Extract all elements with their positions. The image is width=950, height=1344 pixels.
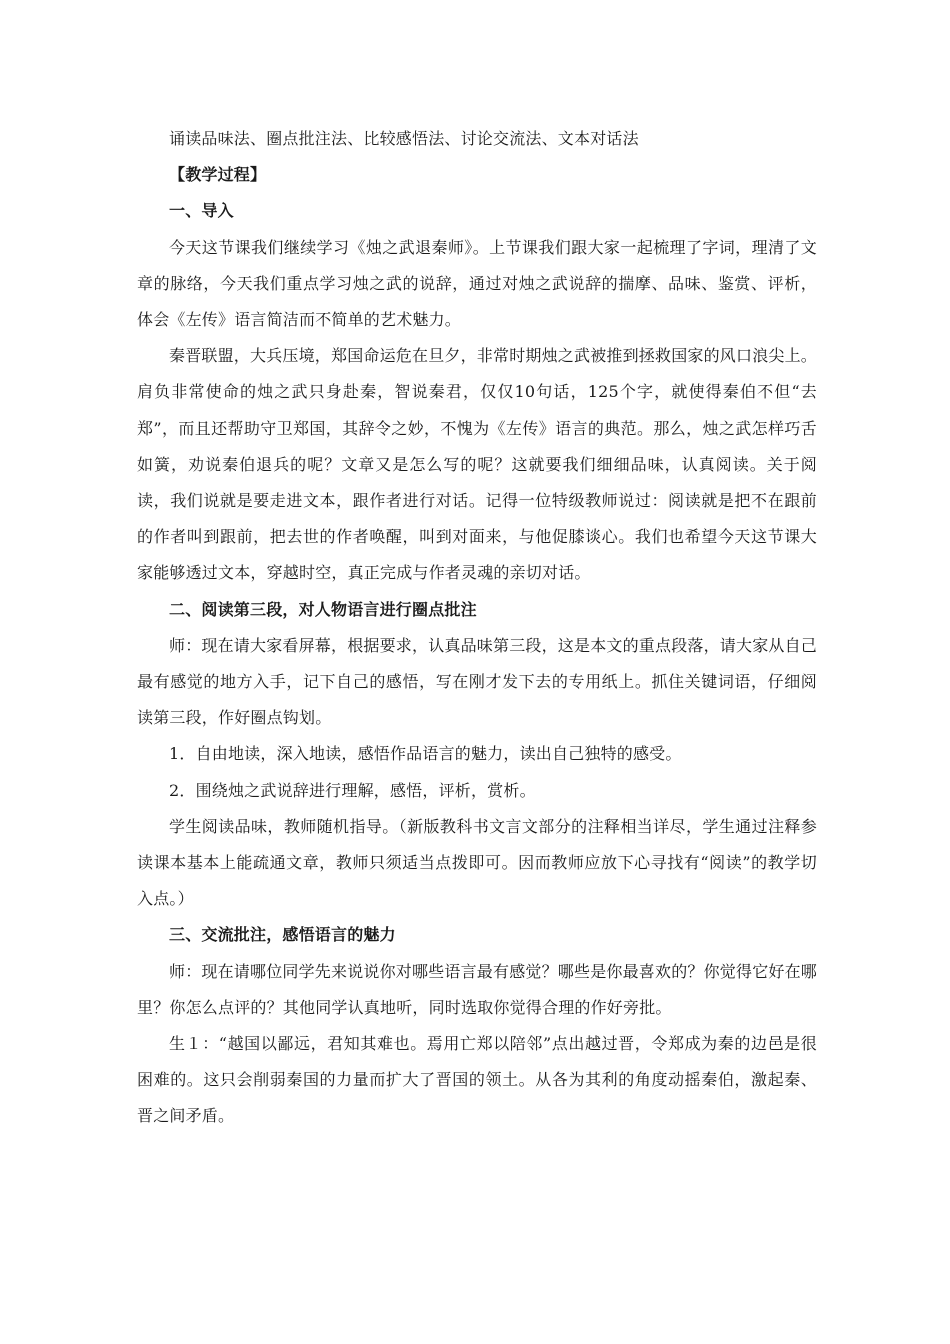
document-page xyxy=(137,121,817,1135)
intro-paragraph-1: 今天这节课我们继续学习《烛之武退秦师》。上节课我们跟大家一起梳理了字词，理清了文章的脉络，今天我们重点学习烛之武的说辞，通过对烛之武说辞的揣摩、品味、鉴赏、评析，体会《左传》语言简洁而不简单的艺术魅力。 xyxy=(137,237,817,330)
section-intro-heading: 一、导入 xyxy=(169,201,234,221)
reading-paragraph-2: 学生阅读品味，教师随机指导。（新版教科书文言文部分的注释相当详尽，学生通过注释参读课本基本上能疏通文章，教师只须适当点拨即可。因而教师应放下心寻找有“阅读”的教学切入点。） xyxy=(137,816,817,909)
section-reading-heading: 二、阅读第三段，对人物语言进行圈点批注 xyxy=(169,599,477,619)
reading-list-item-1: 1．自由地读，深入地读，感悟作品语言的魅力，读出自己独特的感受。 xyxy=(169,744,682,764)
intro-paragraph-2: 秦晋联盟，大兵压境，郑国命运危在旦夕，非常时期烛之武被推到拯救国家的风口浪尖上。肩负非常使命的烛之武只身赴秦，智说秦君，仅仅10句话，125个字，就使得秦伯不但“去郑”，而且还帮助守卫郑国，其辞令之妙，不愧为《左传》语言的典范。那么，烛之武怎样巧舌如簧，劝说秦伯退兵的呢？文章又是怎么写的呢？这就要我们细细品味，认真阅读。关于阅读，我们说就是要走进文本，跟作者进行对话。记得一位特级教师说过：阅读就是把不在跟前的作者叫到跟前，把去世的作者唤醒，叫到对面来，与他促膝谈心。我们也希望今天这节课大家能够透过文本，穿越时空，真正完成与作者灵魂的亲切对话。 xyxy=(137,346,818,583)
reading-list-item-2: 2．围绕烛之武说辞进行理解，感悟，评析，赏析。 xyxy=(169,780,536,800)
reading-paragraph-1: 师：现在请大家看屏幕，根据要求，认真品味第三段，这是本文的重点段落，请大家从自己最有感觉的地方入手，记下自己的感悟，写在刚才发下去的专用纸上。抓住关键词语，仔细阅读第三段，作好圈点钩划。 xyxy=(137,635,818,728)
discussion-paragraph-1: 师：现在请哪位同学先来说说你对哪些语言最有感觉？哪些是你最喜欢的？你觉得它好在哪里？你怎么点评的？其他同学认真地听，同时选取你觉得合理的作好旁批。 xyxy=(137,961,818,1017)
discussion-paragraph-2: 生１：“越国以鄙远，君知其难也。焉用亡郑以陪邻”点出越过晋，令郑成为秦的边邑是很困难的。这只会削弱秦国的力量而扩大了晋国的领土。从各为其利的角度动摇秦伯，激起秦、晋之间矛盾。 xyxy=(137,1034,817,1126)
teaching-process-heading: 【教学过程】 xyxy=(169,165,267,185)
section-discussion-heading: 三、交流批注，感悟语言的魅力 xyxy=(169,925,396,945)
teaching-methods: 诵读品味法、圈点批注法、比较感悟法、讨论交流法、文本对话法 xyxy=(169,129,639,148)
